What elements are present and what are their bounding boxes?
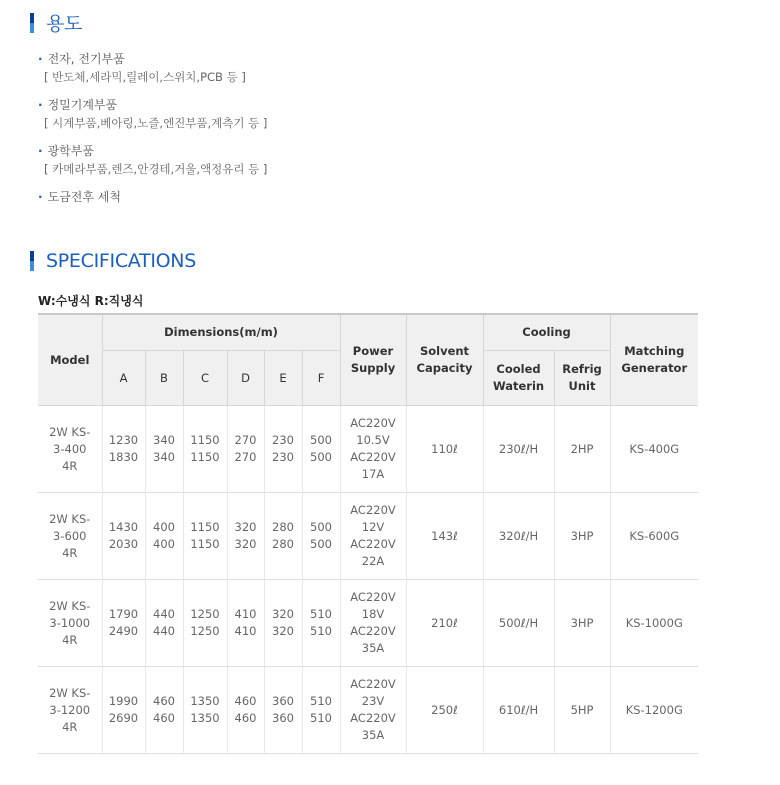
usage-item — [38, 50, 458, 86]
header-matching-generator: Matching Generator — [610, 314, 698, 406]
cell-power-supply: AC220V 10.5V AC220V 17A — [340, 406, 406, 493]
cell-dim-e: 230 230 — [264, 406, 302, 493]
header-cooling: Cooling — [483, 314, 610, 351]
cell-dim-c: 1350 1350 — [183, 667, 227, 754]
header-refrig-unit: Refrig Unit — [554, 351, 610, 406]
cell-dim-b: 440 440 — [145, 580, 183, 667]
usage-item-detail: [ 반도체,세라믹,릴레이,스위치,PCB 등 ] — [44, 70, 246, 84]
header-dim-b: B — [145, 351, 183, 406]
cell-power-supply: AC220V 12V AC220V 22A — [340, 493, 406, 580]
usage-item-name: · 도금전후 세척 — [38, 188, 458, 206]
usage-item-name: · 전자, 전기부품 — [38, 50, 458, 68]
header-power-supply: Power Supply — [340, 314, 406, 406]
usage-title: 용도 — [46, 13, 83, 35]
usage-item — [38, 142, 458, 178]
cell-dim-f: 510 510 — [302, 580, 340, 667]
usage-list — [38, 50, 458, 216]
cell-dim-f: 510 510 — [302, 667, 340, 754]
cell-dim-d: 410 410 — [227, 580, 264, 667]
cell-power-supply: AC220V 23V AC220V 35A — [340, 667, 406, 754]
specifications-table — [38, 313, 698, 754]
table-row — [38, 580, 698, 667]
header-dim-e: E — [264, 351, 302, 406]
cell-power-supply: AC220V 18V AC220V 35A — [340, 580, 406, 667]
usage-item-name: · 광학부품 — [38, 142, 458, 160]
cell-cooled-waterin: 610ℓ/H — [483, 667, 554, 754]
cell-refrig-unit: 5HP — [554, 667, 610, 754]
usage-section-title — [30, 9, 82, 36]
cell-matching-generator: KS-400G — [610, 406, 698, 493]
header-dim-c: C — [183, 351, 227, 406]
cell-dim-a: 1230 1830 — [102, 406, 145, 493]
specs-section-title — [30, 250, 196, 272]
cell-dim-a: 1430 2030 — [102, 493, 145, 580]
cell-dim-c: 1150 1150 — [183, 493, 227, 580]
cell-solvent-capacity: 250ℓ — [406, 667, 483, 754]
cooling-legend: W:수냉식 R:직냉식 — [38, 294, 144, 308]
header-model: Model — [38, 314, 102, 406]
cell-dim-d: 270 270 — [227, 406, 264, 493]
title-bar-marker — [30, 251, 34, 271]
usage-item-detail: [ 시계부품,베아링,노즐,엔진부품,계측기 등 ] — [44, 116, 268, 130]
cell-refrig-unit: 2HP — [554, 406, 610, 493]
cell-dim-b: 400 400 — [145, 493, 183, 580]
cell-solvent-capacity: 210ℓ — [406, 580, 483, 667]
cell-refrig-unit: 3HP — [554, 493, 610, 580]
usage-item-detail: [ 카메라부품,렌즈,안경테,거울,액정유리 등 ] — [44, 162, 268, 176]
cell-cooled-waterin: 500ℓ/H — [483, 580, 554, 667]
cell-solvent-capacity: 143ℓ — [406, 493, 483, 580]
header-cooled-waterin: Cooled Waterin — [483, 351, 554, 406]
cell-matching-generator: KS-1200G — [610, 667, 698, 754]
header-dimensions: Dimensions(m/m) — [102, 314, 340, 351]
cell-model: 2W KS- 3-1000 4R — [38, 580, 102, 667]
table-row — [38, 667, 698, 754]
cell-dim-e: 320 320 — [264, 580, 302, 667]
cell-dim-a: 1790 2490 — [102, 580, 145, 667]
table-row — [38, 493, 698, 580]
cell-model: 2W KS- 3-400 4R — [38, 406, 102, 493]
cell-dim-c: 1250 1250 — [183, 580, 227, 667]
cell-matching-generator: KS-1000G — [610, 580, 698, 667]
cell-dim-e: 360 360 — [264, 667, 302, 754]
cell-dim-f: 500 500 — [302, 406, 340, 493]
usage-item-name: · 정밀기계부품 — [38, 96, 458, 114]
header-dim-d: D — [227, 351, 264, 406]
cell-dim-d: 460 460 — [227, 667, 264, 754]
cell-dim-d: 320 320 — [227, 493, 264, 580]
table-row — [38, 406, 698, 493]
header-dim-f: F — [302, 351, 340, 406]
cell-dim-e: 280 280 — [264, 493, 302, 580]
cell-cooled-waterin: 230ℓ/H — [483, 406, 554, 493]
cell-dim-c: 1150 1150 — [183, 406, 227, 493]
usage-item — [38, 96, 458, 132]
cell-dim-b: 460 460 — [145, 667, 183, 754]
header-solvent-capacity: Solvent Capacity — [406, 314, 483, 406]
usage-item — [38, 188, 458, 206]
cell-cooled-waterin: 320ℓ/H — [483, 493, 554, 580]
cell-solvent-capacity: 110ℓ — [406, 406, 483, 493]
cell-refrig-unit: 3HP — [554, 580, 610, 667]
cell-dim-f: 500 500 — [302, 493, 340, 580]
header-dim-a: A — [102, 351, 145, 406]
cell-dim-a: 1990 2690 — [102, 667, 145, 754]
specs-title: SPECIFICATIONS — [46, 250, 196, 272]
cell-matching-generator: KS-600G — [610, 493, 698, 580]
cell-model: 2W KS- 3-600 4R — [38, 493, 102, 580]
cell-model: 2W KS- 3-1200 4R — [38, 667, 102, 754]
cell-dim-b: 340 340 — [145, 406, 183, 493]
title-bar-marker — [30, 13, 34, 33]
